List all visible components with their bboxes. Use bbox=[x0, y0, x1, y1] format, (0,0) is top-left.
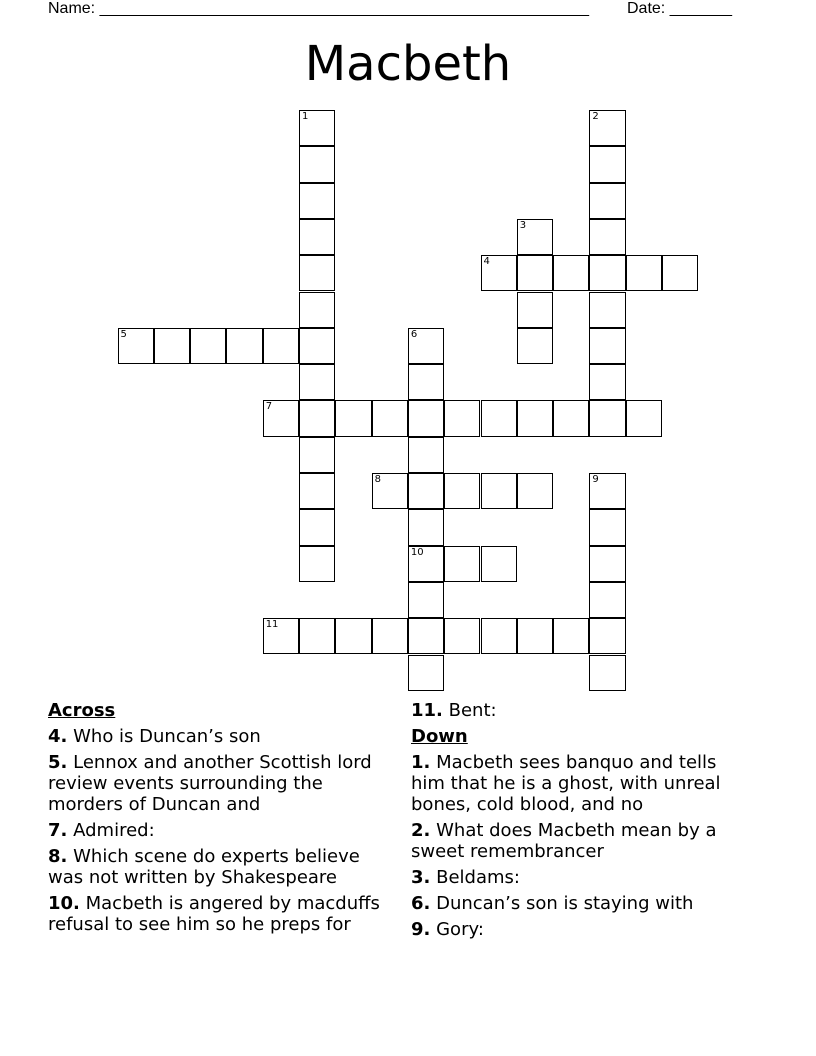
clue-item bbox=[48, 726, 393, 747]
clue-number: 10. bbox=[48, 893, 80, 914]
across-clue-list bbox=[48, 726, 393, 935]
clue-number: 11. bbox=[411, 700, 443, 721]
crossword-cell[interactable] bbox=[299, 146, 335, 182]
crossword-cell[interactable] bbox=[589, 364, 625, 400]
clue-item bbox=[48, 820, 393, 841]
crossword-cell[interactable] bbox=[408, 473, 444, 509]
crossword-cell[interactable] bbox=[408, 546, 444, 582]
clue-text: Which scene do experts believe was not written by Shakespeare bbox=[48, 846, 360, 888]
cell-number: 6 bbox=[410, 328, 418, 340]
crossword-cell[interactable] bbox=[335, 400, 371, 436]
cell-number: 11 bbox=[265, 619, 279, 631]
clue-text: Bent: bbox=[448, 700, 497, 721]
crossword-cell[interactable] bbox=[408, 582, 444, 618]
clue-text: Who is Duncan’s son bbox=[73, 726, 261, 747]
clue-item bbox=[411, 893, 756, 914]
crossword-cell[interactable] bbox=[517, 292, 553, 328]
clue-text: Beldams: bbox=[436, 867, 520, 888]
name-field[interactable]: Name: _______________________________________________________ bbox=[48, 0, 589, 17]
clue-number: 6. bbox=[411, 893, 431, 914]
crossword-cell[interactable] bbox=[553, 400, 589, 436]
clue-number: 1. bbox=[411, 752, 431, 773]
crossword-cell[interactable] bbox=[299, 328, 335, 364]
crossword-cell[interactable] bbox=[444, 618, 480, 654]
crossword-cell[interactable] bbox=[299, 437, 335, 473]
crossword-cell[interactable] bbox=[299, 618, 335, 654]
crossword-cell[interactable] bbox=[481, 400, 517, 436]
cell-number: 7 bbox=[265, 401, 273, 413]
clue-item bbox=[411, 700, 756, 721]
clue-text: Gory: bbox=[436, 919, 484, 940]
clue-item bbox=[411, 919, 756, 940]
crossword-cell[interactable] bbox=[226, 328, 262, 364]
crossword-cell[interactable] bbox=[481, 618, 517, 654]
crossword-cell[interactable] bbox=[589, 183, 625, 219]
crossword-cell[interactable] bbox=[299, 255, 335, 291]
cell-number: 1 bbox=[302, 111, 309, 122]
crossword-cell[interactable] bbox=[154, 328, 190, 364]
crossword-cell[interactable] bbox=[408, 364, 444, 400]
crossword-cell[interactable] bbox=[444, 546, 480, 582]
crossword-cell[interactable] bbox=[517, 255, 553, 291]
crossword-cell[interactable] bbox=[118, 328, 154, 364]
crossword-cell[interactable] bbox=[444, 473, 480, 509]
crossword-cell[interactable] bbox=[589, 146, 625, 182]
crossword-cell[interactable] bbox=[263, 618, 299, 654]
clue-text: Macbeth sees banquo and tells him that he is a ghost, with unreal bones, cold blood, and no bbox=[411, 752, 721, 815]
crossword-cell[interactable] bbox=[372, 618, 408, 654]
cell-number: 2 bbox=[592, 111, 599, 122]
clue-number: 3. bbox=[411, 867, 431, 888]
crossword-cell[interactable] bbox=[589, 328, 625, 364]
cell-number: 10 bbox=[410, 546, 424, 558]
clue-item bbox=[48, 893, 393, 935]
cell-number: 8 bbox=[374, 474, 381, 485]
clue-text: What does Macbeth mean by a sweet remembrancer bbox=[411, 820, 717, 862]
crossword-cell[interactable] bbox=[481, 473, 517, 509]
clue-number: 8. bbox=[48, 846, 68, 867]
crossword-cell[interactable] bbox=[481, 546, 517, 582]
clue-text: Macbeth is angered by macduffs refusal to see him so he preps for bbox=[48, 893, 380, 935]
crossword-cell[interactable] bbox=[335, 618, 371, 654]
crossword-cell[interactable] bbox=[299, 473, 335, 509]
crossword-cell[interactable] bbox=[589, 509, 625, 545]
crossword-cell[interactable] bbox=[444, 400, 480, 436]
crossword-cell[interactable] bbox=[589, 219, 625, 255]
clue-number: 7. bbox=[48, 820, 68, 841]
clue-item bbox=[48, 846, 393, 888]
crossword-cell[interactable] bbox=[408, 400, 444, 436]
clue-number: 2. bbox=[411, 820, 431, 841]
crossword-cell[interactable] bbox=[553, 618, 589, 654]
clue-number: 4. bbox=[48, 726, 68, 747]
crossword-cell[interactable] bbox=[263, 400, 299, 436]
cell-number: 3 bbox=[519, 219, 527, 231]
crossword-cell[interactable] bbox=[517, 219, 553, 255]
clue-item bbox=[48, 752, 393, 815]
crossword-cell[interactable] bbox=[517, 328, 553, 364]
cell-number: 4 bbox=[483, 256, 490, 268]
clue-text: Duncan’s son is staying with bbox=[436, 893, 694, 914]
clue-number: 5. bbox=[48, 752, 68, 773]
crossword-cell[interactable] bbox=[589, 618, 625, 654]
crossword-cell[interactable] bbox=[263, 328, 299, 364]
date-field[interactable]: Date: _______ bbox=[627, 0, 732, 17]
crossword-cell[interactable] bbox=[299, 546, 335, 582]
clue-item bbox=[411, 820, 756, 862]
crossword-cell[interactable] bbox=[299, 292, 335, 328]
crossword-cell[interactable] bbox=[553, 255, 589, 291]
crossword-cell[interactable] bbox=[517, 473, 553, 509]
crossword-cell[interactable] bbox=[372, 400, 408, 436]
crossword-cell[interactable] bbox=[589, 110, 625, 146]
crossword-cell[interactable] bbox=[408, 509, 444, 545]
crossword-cell[interactable] bbox=[190, 328, 226, 364]
crossword-cell[interactable] bbox=[299, 183, 335, 219]
crossword-cell[interactable] bbox=[372, 473, 408, 509]
crossword-cell[interactable] bbox=[408, 437, 444, 473]
clue-item bbox=[411, 867, 756, 888]
down-heading: Down bbox=[411, 726, 468, 747]
clue-text: Admired: bbox=[73, 820, 155, 841]
crossword-cell[interactable] bbox=[589, 255, 625, 291]
crossword-cell[interactable] bbox=[589, 546, 625, 582]
across-clue-list-continued bbox=[411, 700, 756, 721]
cell-number: 5 bbox=[120, 328, 127, 340]
crossword-cell[interactable] bbox=[299, 509, 335, 545]
crossword-cell[interactable] bbox=[408, 655, 444, 691]
crossword-cell[interactable] bbox=[589, 292, 625, 328]
crossword-cell[interactable] bbox=[517, 618, 553, 654]
crossword-cell[interactable] bbox=[517, 400, 553, 436]
crossword-cell[interactable] bbox=[481, 255, 517, 291]
clue-text: Lennox and another Scottish lord review events surrounding the morders of Duncan and bbox=[48, 752, 372, 815]
crossword-cell[interactable] bbox=[299, 400, 335, 436]
crossword-cell[interactable] bbox=[589, 582, 625, 618]
crossword-cell[interactable] bbox=[299, 219, 335, 255]
crossword-cell[interactable] bbox=[626, 400, 662, 436]
crossword-cell[interactable] bbox=[589, 473, 625, 509]
crossword-cell[interactable] bbox=[662, 255, 698, 291]
clues-column-left bbox=[48, 700, 393, 940]
page-title: Macbeth bbox=[304, 36, 512, 92]
crossword-cell[interactable] bbox=[299, 110, 335, 146]
across-heading: Across bbox=[48, 700, 116, 721]
crossword-cell[interactable] bbox=[299, 364, 335, 400]
crossword-cell[interactable] bbox=[626, 255, 662, 291]
clue-number: 9. bbox=[411, 919, 431, 940]
crossword-cell[interactable] bbox=[408, 618, 444, 654]
clues-column-right bbox=[411, 700, 756, 945]
down-clue-list bbox=[411, 752, 756, 940]
clue-item bbox=[411, 752, 756, 815]
crossword-cell[interactable] bbox=[589, 400, 625, 436]
crossword-cell[interactable] bbox=[589, 655, 625, 691]
crossword-cell[interactable] bbox=[408, 328, 444, 364]
cell-number: 9 bbox=[592, 474, 599, 485]
